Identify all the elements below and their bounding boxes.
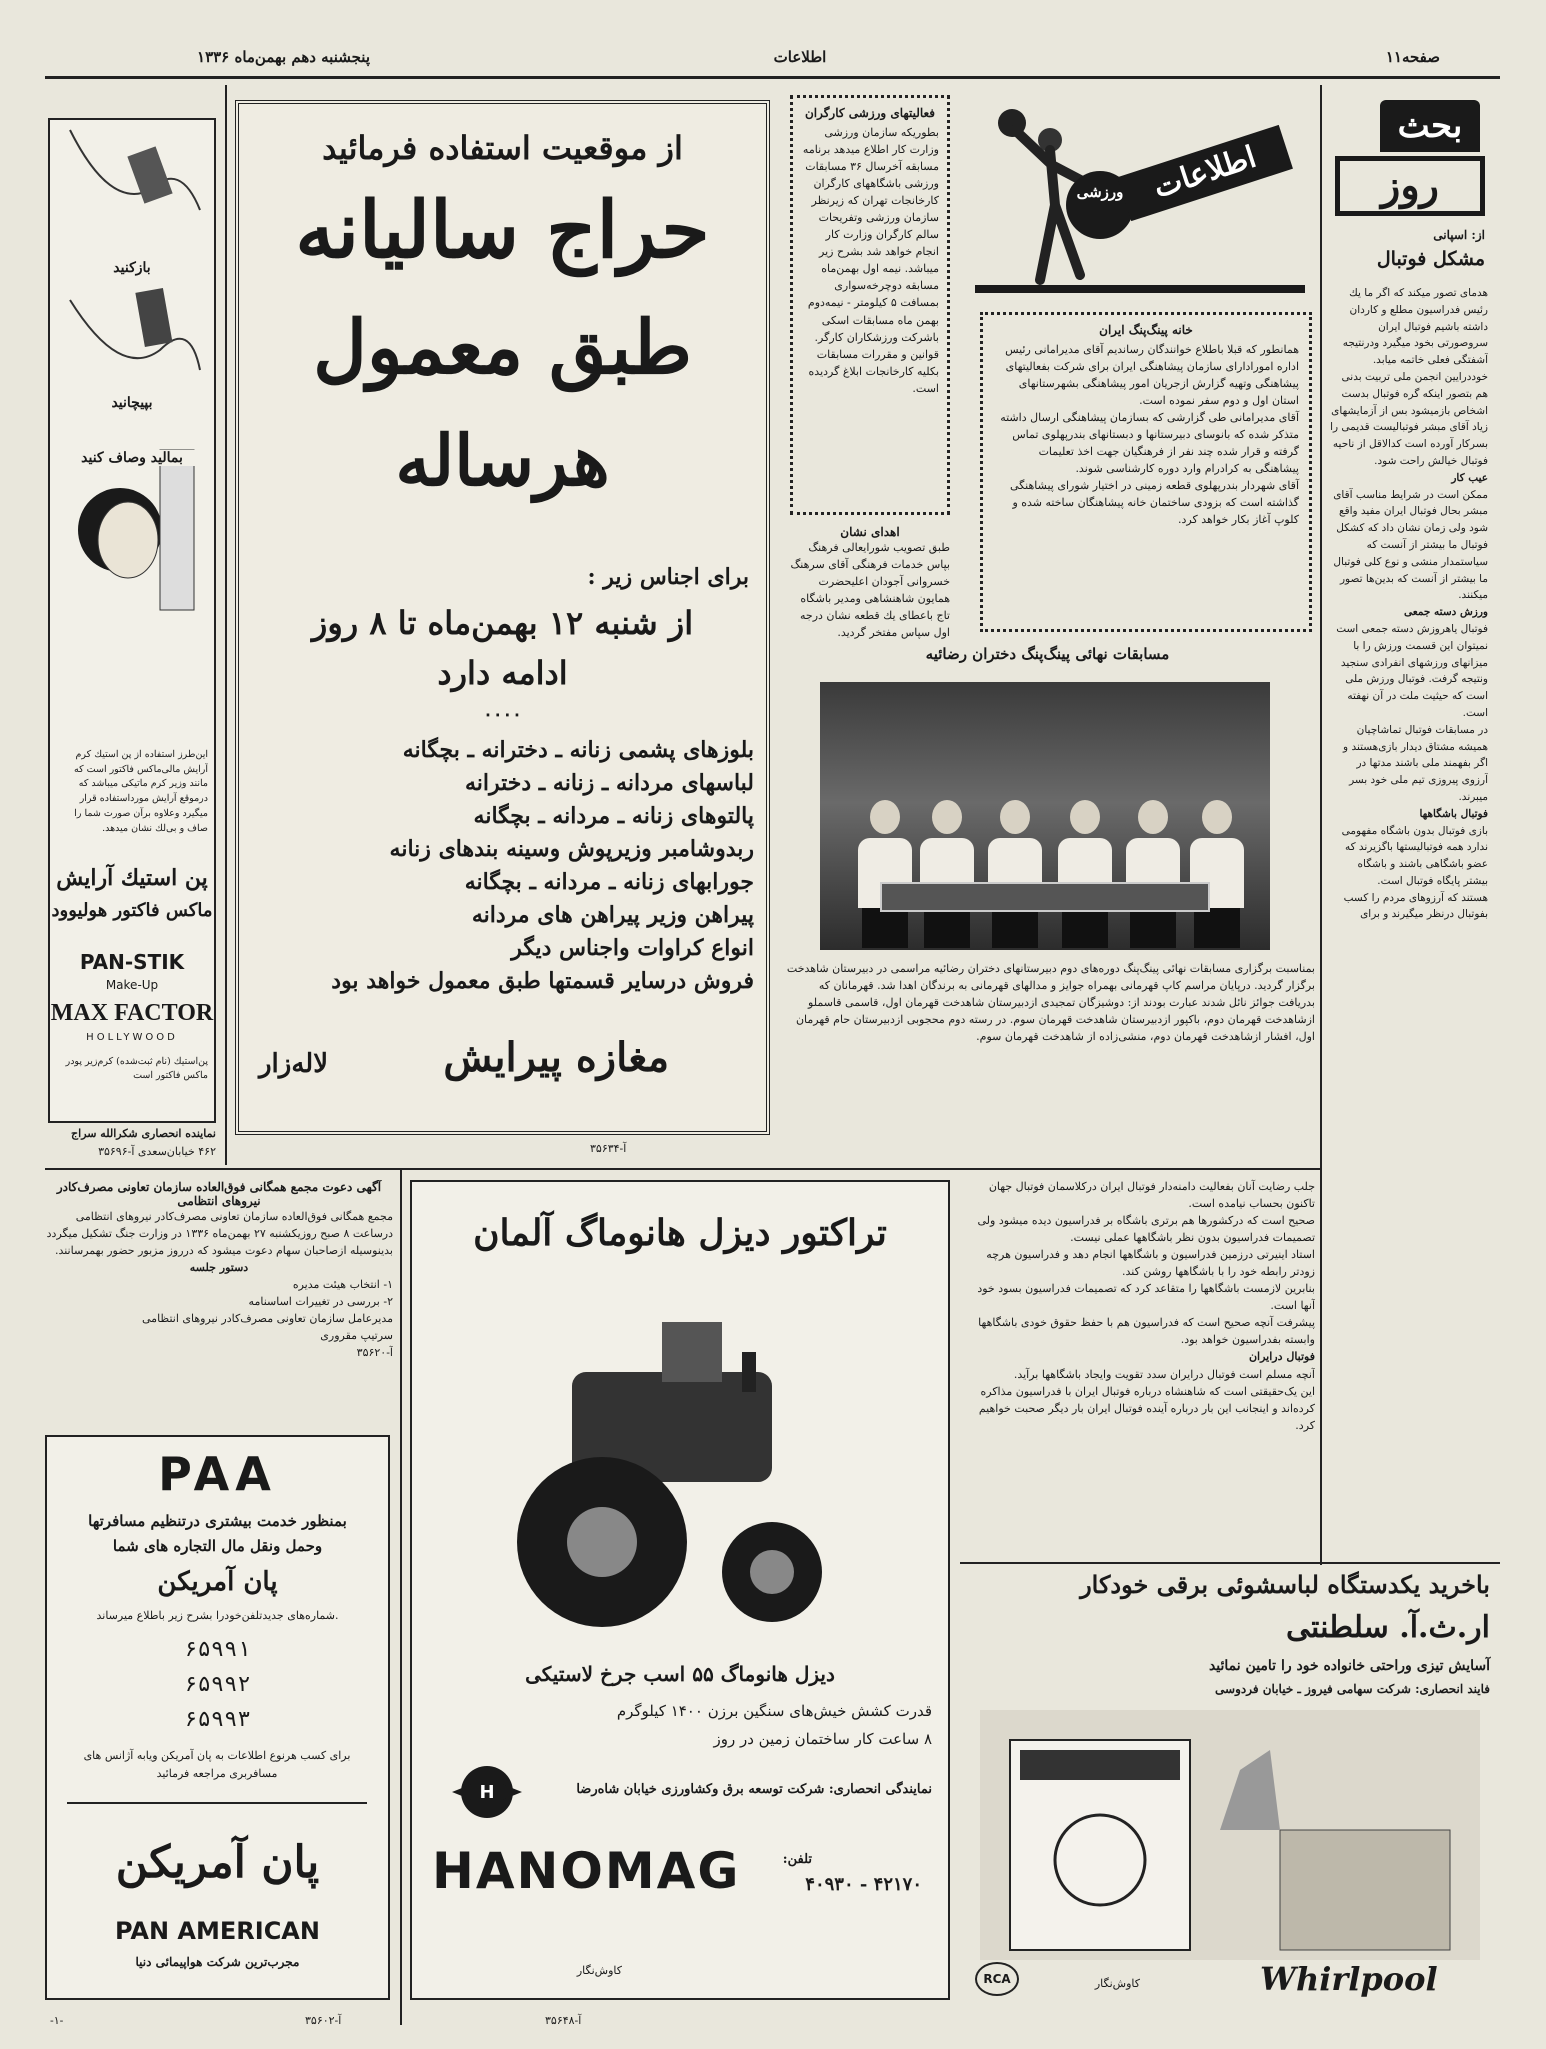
- paragraph: پیشرفت آنچه صحیح است که فدراسیون هم با حفظ حقوق خودی باشگاهها وابسته بفدراسیون خواهد بود.: [978, 1316, 1315, 1347]
- paragraph: ممکن است در شرایط مناسب آقای مبشر بحال فوتبال ایران مفید واقع شود ولی زمان نشان داد که کشکل فوتبال ما بیشتر از آنست که سیاستمدار منشی و نوع کلی فوتبال ما بیشتر از آنست که بدین‌ها تصور میکنند.: [1333, 488, 1488, 602]
- paa-logo: PAA: [158, 1447, 277, 1501]
- whirlpool-ad: [960, 1570, 1500, 2010]
- paragraph: آقای شهردار بندرپهلوی قطعه زمینی در اختیار شورای پیشاهنگی گذاشته است که بزودی ساختمان خانه پیشاهنگان ساخته شده و کلوپ آغاز بکار خواهد کرد.: [1009, 479, 1299, 527]
- whirlpool-brand: ار.ث.آ. سلطنتی: [1286, 1610, 1490, 1645]
- paa-slogan: مجرب‌ترین شرکت هواپیمائی دنیا: [135, 1955, 300, 1969]
- article-title: اهدای نشان: [840, 525, 900, 539]
- bahs-rooz-logo: [1335, 100, 1485, 220]
- person: [920, 800, 974, 950]
- sale-item: پالتوهای زنانه ـ مردانه ـ بچگانه: [473, 803, 754, 829]
- sale-item: انواع کراوات واجناس دیگر: [511, 935, 754, 961]
- medal-article: [790, 525, 950, 640]
- pingpong-house-article: [980, 312, 1312, 632]
- sale-dates: از شنبه ۱۲ بهمن‌ماه تا ۸ روز: [311, 604, 694, 642]
- paragraph: بنابرین لازمست باشگاهها را متقاعد کرد که تصمیمات فدراسیون بسود خود آنها است.: [977, 1282, 1315, 1313]
- sale-ad: [235, 100, 770, 1135]
- pingpong-final-title: مسابقات نهائی پینگ‌پنگ دختران رضائیه: [925, 645, 1170, 663]
- banner-label: ورزشی: [1076, 183, 1124, 201]
- bahs-rooz-body: [1330, 285, 1488, 1560]
- section-rule: [45, 1168, 1320, 1170]
- svg-text:H: H: [479, 1782, 495, 1803]
- maxfactor-address: ۴۶۲ خیابان‌سعدی آ-۳۵۶۹۶: [98, 1145, 216, 1158]
- paragraph: استاد اینیرتی درزمین فدراسیون و باشگاهها انجام دهد و فدراسیون هرچه زودتر رابطه خود را با باشگاهها روشن کند.: [986, 1248, 1315, 1279]
- sale-line3: طبق معمول: [313, 305, 692, 391]
- paragraph: صحیح است که درکشورها هم برتری باشگاه بر فدراسیون دیده میشود ولی تصمیمات فدراسیون بدون نظر باشگاهها عملی نیست.: [977, 1214, 1315, 1245]
- maxfactor-pan-stik: PAN-STIK: [79, 950, 185, 974]
- paa-divider: [67, 1802, 367, 1812]
- subheading: ورزش دسته جمعی: [1404, 606, 1488, 619]
- notice-agenda-item: ۲- بررسی در تغییرات اساسنامه: [248, 1295, 393, 1309]
- banner-brand: اطلاعات: [1117, 125, 1293, 221]
- hanomag-dealer: نمایندگی انحصاری: شرکت توسعه برق وکشاورزی خیابان شاه‌رضا: [576, 1782, 932, 1797]
- sale-item: جورابهای زنانه ـ مردانه ـ بچگانه: [464, 869, 754, 895]
- hand-illustration: [50, 120, 214, 640]
- pingpong-team-photo: [820, 682, 1270, 950]
- paa-logo-en: PAN AMERICAN: [115, 1917, 320, 1945]
- hanomag-bullet: ۸ ساعت کار ساختمان زمین در روز: [713, 1730, 932, 1748]
- whirlpool-agency: کاوش‌نگار: [1094, 1977, 1140, 1990]
- paragraph: هدمای تصور میکند که اگر ما یك رئیس فدراسیون مطلع و کاردان داشته باشیم فوتبال ایران سروصورتی بخود میگیرد ودرنتیجه آشفتگی فعلی خاتمه میابد.: [1342, 287, 1488, 367]
- whirlpool-logo: Whirlpool: [1260, 1960, 1438, 1998]
- maxfactor-tag3: بمالید وصاف کنید: [50, 450, 214, 466]
- hanomag-phones: ۴۲۱۷۰ - ۴۰۹۳۰: [805, 1874, 922, 1895]
- paa-line1: بمنظور خدمت بیشتری درتنظیم مسافرتها: [88, 1512, 347, 1530]
- paa-phone: ۶۵۹۹۲: [184, 1672, 251, 1697]
- subheading: عیب کار: [1451, 471, 1488, 484]
- notice-body: مجمع همگانی فوق‌العاده سازمان تعاونی مصرف‌کادر نیروهای انتظامی درساعت ۸ صبح روزیکشنبه ۲۷ بهمن‌ماه ۱۳۳۶ در وزارت جنگ تشکیل میگردد بدینوسیله ازصاحبان سهام دعوت میشود که درروز مزبور حضور بهمرسانند.: [46, 1210, 393, 1258]
- paa-info: برای کسب هرنوع اطلاعات به پان آمریکن ویابه آژانس های مسافربری مراجعه فرمائید: [83, 1749, 351, 1780]
- maxfactor-hollywood: HOLLYWOOD: [86, 1032, 178, 1043]
- sale-for: برای اجناس زیر :: [587, 564, 749, 590]
- paa-name-fa: پان آمریکن: [157, 1567, 278, 1597]
- paa-phones-note: شماره‌های جدیدتلفن‌خودرا بشرح زیر باطلاع میرساند.: [96, 1609, 339, 1622]
- hanomag-agency: کاوش‌نگار: [576, 1964, 622, 1977]
- article-title: فعالیتهای ورزشی کارگران: [804, 106, 936, 120]
- header-date: پنجشنبه دهم بهمن‌ماه ۱۳۳۶: [197, 48, 370, 66]
- notice-signature: مدیرعامل سازمان تعاونی مصرف‌کادر نیروهای انتظامی: [142, 1312, 393, 1326]
- paragraph: جلب رضایت آنان بفعالیت دامنه‌دار فوتبال ایران درکلاسمان فوتبال جهان تاکنون بحساب نیامده است.: [988, 1180, 1315, 1211]
- paragraph: بازی فوتبال بدون باشگاه مفهومی ندارد همه فوتبالیستها باگزیرند که عضو باشگاهی باشند و باشگاه بیشتر پایگاه فوتبال است.: [1341, 824, 1488, 887]
- column-rule: [1320, 85, 1322, 1565]
- subheading: فوتبال باشگاهها: [1419, 807, 1488, 820]
- hanomag-ad: [410, 1180, 950, 2000]
- whirlpool-title: باخرید یکدستگاه لباسشوئی برقی خودکار: [1080, 1570, 1490, 1599]
- hanomag-subtitle: دیزل هانوماگ ۵۵ اسب جرخ لاستیکی: [525, 1662, 835, 1686]
- sale-continues: ادامه دارد: [437, 654, 568, 692]
- bahs-rooz-title: مشکل فوتبال: [1376, 248, 1485, 270]
- maxfactor-agent: نماینده انحصاری شکرالله سراج: [71, 1127, 216, 1140]
- column-rule: [225, 85, 227, 1165]
- person: [1058, 800, 1112, 950]
- paragraph: طبق تصویب شورایعالی فرهنگ بپاس خدمات فرهنگی آقای سرهنگ خسروانی آجودان اعلیحضرت همایون شاهنشاهی ومدیر باشگاه تاج باعطای یك قطعه نشان درجه اول سپاس مفتخر گردید.: [790, 541, 950, 640]
- sale-items: [259, 734, 754, 998]
- washing-machine-illustration: [980, 1710, 1480, 1960]
- maxfactor-brand-fa2: ماکس فاکتور هولیوود: [51, 900, 213, 921]
- hanomag-phone-label: تلفن:: [782, 1852, 812, 1867]
- sale-item: پیراهن وزیر پیراهن های مردانه: [471, 902, 754, 928]
- sale-item: ربدوشامبر وزیرپوش وسینه بندهای زنانه: [389, 836, 754, 862]
- sale-item: فروش درسایر قسمتها طبق معمول خواهد بود: [331, 968, 754, 994]
- notice-title: آگهی دعوت مجمع همگانی فوق‌العاده سازمان تعاونی مصرف‌کادر نیروهای انتظامی: [56, 1180, 382, 1208]
- bahs-rooz-logo-line2: روز: [1335, 156, 1485, 216]
- pingpong-final-caption: بمناسبت برگزاری مسابقات نهائی پینگ‌پنگ دوره‌های دوم دبیرستانهای دختران رضائیه مراسمی در دبیرستان شاهدخت برگزار گردید. درپایان مراسم کاپ قهرمانی بهمراه جوایز و مدالهای قهرمانی به برندگان اهدا شد. قهرمانان که بدریافت جوائز نائل شدند عبارت بودند از: دوشیزگان تمجیدی ازدبیرستان شاهدخت قهرمان اول، قاسمی قاسملو ازشاهدخت قهرمان دوم، باکپور ازدبیرستان شاهدخت قهرمان سوم. در رسته دوم محجوبی ازدبیرستان حام قهرمان اول، افشار ازشاهدخت قهرمان دوم، منشی‌زاده از شاهدخت قهرمان سوم.: [786, 962, 1315, 1044]
- sale-item: لباسهای مردانه ـ زنانه ـ دخترانه: [464, 770, 754, 796]
- paragraph: در مسابقات فوتبال تماشاچیان همیشه مشتاق دیدار بازی‌هستند و اگر بفهمند ملی باشند مدتها در آرزوی پیروزی تیم ملی خود بسر میبرند.: [1343, 723, 1488, 803]
- maxfactor-tag1: بازکنید: [50, 260, 214, 276]
- hanomag-title: تراکتور دیزل هانوماگ آلمان: [473, 1212, 887, 1254]
- sale-line2: حراج سالیانه: [295, 185, 710, 276]
- maxfactor-max-factor: MAX FACTOR: [50, 1000, 214, 1026]
- footer-page-mark: -۱-: [50, 2014, 64, 2027]
- paa-logo-fa: پان آمریکن: [115, 1837, 320, 1888]
- sale-item: بلوزهای پشمی زنانه ـ دخترانه ـ بچگانه: [402, 737, 754, 763]
- hanomag-emblem: [452, 1762, 522, 1822]
- header-page: صفحه۱۱: [1385, 48, 1440, 66]
- maxfactor-note: پن‌استیك (نام ثبت‌شده) کرم‌زیر پودر ماکس فاکتور است: [65, 1056, 208, 1082]
- maxfactor-makeup: Make-Up: [105, 978, 159, 992]
- whirlpool-dealer: فایند انحصاری: شرکت سهامی فیروز ـ خیابان فردوسی: [1215, 1682, 1490, 1696]
- maxfactor-brand-fa: پن استیك آرایش: [56, 865, 208, 891]
- paragraph: این یک‌حقیقتی است که شاهنشاه درباره فوتبال ایران با فدراسیون مذاکره کرده‌اند و اینجانب این بار درباره آینده فوتبال ایران بار دیگر صحبت خواهیم کرد.: [978, 1384, 1315, 1432]
- hanomag-code: آ-۳۵۶۴۸: [545, 2014, 582, 2027]
- assembly-notice: [45, 1180, 393, 1420]
- rca-logo: RCA: [975, 1962, 1019, 1996]
- whirlpool-line: آسایش تیزی وراحتی خانواده خود را تامین نمائید: [1208, 1658, 1490, 1674]
- notice-code: آ-۳۵۶۲۰: [356, 1346, 393, 1360]
- person: [1126, 800, 1180, 950]
- sale-line1: از موقعیت استفاده فرمائید: [322, 129, 683, 167]
- paa-line2: وحمل ونقل مال التجاره های شما: [112, 1537, 323, 1555]
- paa-phone: ۶۵۹۹۱: [184, 1637, 251, 1662]
- sale-line4: هرساله: [395, 419, 610, 502]
- maxfactor-tag2: بپیچانید: [50, 395, 214, 411]
- paragraph: هستند که آرزوهای مردم را کسب بفوتبال درنظر میگیرند و برای: [1343, 891, 1488, 921]
- hanomag-bullet: قدرت کشش خیش‌های سنگین برزن ۱۴۰۰ کیلوگرم: [616, 1702, 932, 1720]
- person: [1190, 800, 1244, 950]
- notice-signer: سرتیپ مقروری: [320, 1329, 393, 1343]
- paragraph: فوتبال یاهروزش دسته جمعی است نمیتوان این قسمت ورزش را با میزانهای ورزشهای انفرادی سنجید ونتیجه گرفت. فوتبال ورزش ملی است که حیثیت ملت در آن نهفته است.: [1336, 622, 1488, 719]
- paa-code: آ-۳۵۶۰۲: [305, 2014, 342, 2027]
- sale-location: لاله‌زار: [259, 1049, 329, 1079]
- header-paper: اطلاعات: [773, 48, 827, 66]
- bahs-rooz-source: از: اسپانی: [1433, 228, 1485, 242]
- notice-agenda-title: دستور جلسه: [189, 1261, 249, 1275]
- maxfactor-body: این‌طرز استفاده از پن استیك کرم آرایش مالی‌ماکس فاکتور است که مانند وزیر کرم ماتیکی میباشد که درموقع آرایش مورداستفاده قرار میگیرد وعلاوه برآن صورت شما را صاف و بی‌لك نشان میدهد.: [74, 749, 208, 834]
- paa-phone: ۶۵۹۹۳: [184, 1707, 251, 1732]
- varzesh-banner: [970, 95, 1315, 305]
- subheading: فوتبال درایران: [1248, 1350, 1315, 1364]
- sale-ornament: ۰۰۰۰: [483, 704, 522, 725]
- paragraph: همانطور که قبلا باطلاع خوانندگان رساندیم آقای مدیرامانی رئیس اداره امورادارای سازمان پیشاهنگی ایران برای شرکت بفعالیتهای پیشاهنگی وتهیه گزارش ازجریان امور پیشاهنگی بشهرستانهای استان اول و دوم سفر نموده است.: [1005, 343, 1299, 408]
- person: [858, 800, 912, 950]
- person: [988, 800, 1042, 950]
- notice-agenda-item: ۱- انتخاب هیئت مدیره: [292, 1278, 393, 1292]
- paragraph: آقای مدیرامانی طی گزارشی که بسازمان پیشاهنگی ارسال داشته متذکر شده که بانوسای دبیرستانها و دبستانهای بندرپهلوی تماس گرفته و قرار شده چند نفر از فرهنگیان جهت اخذ تعلیمات پیشاهنگی به کرادرام وارد دوره کارشناسی شوند.: [1000, 411, 1299, 476]
- paragraph: بطوریکه سازمان ورزشی وزارت کار اطلاع میدهد برنامه مسابقه آخرسال ۳۶ مسابقات ورزشی باشگاههای کارگران کارخانجات تهران که زیرنظر سازمان ورزشی وتفریحات سالم کارگران وزارت کار انجام خواهد شد بشرح زیر میباشد. نیمه اول بهمن‌ماه مسابقه دوچرخه‌سواری بمسافت ۵ کیلومتر - نیمه‌دوم بهمن ماه مسابقات اسکی باشرکت ورزشکاران کارگر. قوانین و مقررات مسابقات بکلیه کارخانجات ابلاغ گردیده است.: [802, 126, 939, 395]
- maxfactor-ad: [48, 118, 216, 1123]
- sale-store: مغازه پیرایش: [443, 1034, 669, 1081]
- bahs-rooz-logo-line1: بحث: [1380, 100, 1480, 152]
- sale-code: آ-۳۵۶۳۴: [590, 1142, 627, 1155]
- paa-ad: [45, 1435, 390, 2000]
- hanomag-brand: HANOMAG: [432, 1842, 741, 1900]
- paragraph: خوددرایین انجمن ملی تربیت بدنی هم بتصور اینکه گره فوتبال بدست اشخاص بازمیشود بس از آزمایشهای زیاد آقای مبشر فوتبالیست قدیمی را بسرکار آورده است کدالاقل از ناحیه فوتبال خیالش راحت شود.: [1330, 370, 1488, 467]
- column-rule: [400, 1170, 402, 2025]
- pingpong-table: [880, 882, 1210, 912]
- worker-sports-article: [790, 95, 950, 515]
- article-title: خانه پینگ‌پنگ ایران: [1099, 323, 1193, 337]
- football-column: [965, 1178, 1315, 1558]
- section-rule: [960, 1562, 1500, 1564]
- header-rule: [45, 76, 1500, 79]
- tractor-illustration: [512, 1312, 852, 1642]
- paragraph: آنچه مسلم است فوتبال درایران سدد تقویت وایجاد باشگاهها برآید.: [1013, 1367, 1315, 1381]
